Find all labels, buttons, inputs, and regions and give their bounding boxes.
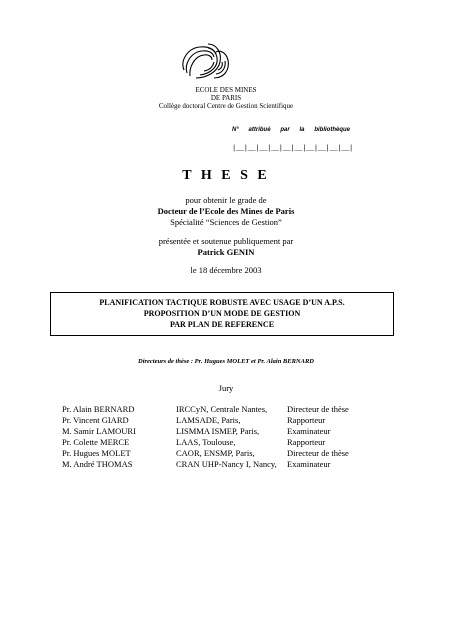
library-number-boxes: |__|__|__|__|__|__|__|__|__|__| <box>232 145 353 153</box>
jury-member-name: M. Samir LAMOURI <box>62 426 136 436</box>
thesis-directors: Directeurs de thèse : Pr. Hugues MOLET et Pr. Alain BERNARD <box>138 358 314 365</box>
jury-member-affiliation: LISMMA ISMEP, Paris, <box>176 426 260 436</box>
thesis-title-box <box>50 292 394 336</box>
jury-member-affiliation: LAAS, Toulouse, <box>176 437 236 447</box>
jury-member-role: Rapporteur <box>287 415 326 425</box>
jury-member-affiliation: CRAN UHP-Nancy I, Nancy, <box>176 459 277 469</box>
degree-intro: pour obtenir le grade de <box>185 195 267 205</box>
jury-member-role: Examinateur <box>287 426 331 436</box>
title-line2: PROPOSITION D’UN MODE DE GESTION <box>143 309 301 318</box>
jury-member-name: Pr. Hugues MOLET <box>62 448 131 458</box>
defense-date: le 18 décembre 2003 <box>190 265 262 275</box>
jury-member-affiliation: CAOR, ENSMP, Paris, <box>176 448 255 458</box>
presented-by: présentée et soutenue publiquement par <box>158 236 294 246</box>
title-line3: PAR PLAN DE REFERENCE <box>169 320 275 329</box>
jury-member-affiliation: IRCCyN, Centrale Nantes, <box>176 404 268 414</box>
jury-member-role: Rapporteur <box>287 437 326 447</box>
school-name-line2: DE PARIS <box>210 94 242 102</box>
jury-member-affiliation: LAMSADE, Paris, <box>176 415 241 425</box>
jury-heading: Jury <box>218 383 234 393</box>
school-logo <box>178 40 232 84</box>
jury-member-name: Pr. Alain BERNARD <box>62 404 135 414</box>
jury-member-role: Directeur de thèse <box>287 448 349 458</box>
library-number-label: N° attribué par la bibliothèque <box>232 127 350 133</box>
school-name-line1: ECOLE DES MINES <box>195 86 257 94</box>
author-name: Patrick GENIN <box>197 247 255 257</box>
thesis-title: T H E S E <box>182 168 270 183</box>
jury-member-role: Directeur de thèse <box>287 404 349 414</box>
jury-member-name: Pr. Colette MERCE <box>62 437 130 447</box>
specialty: Spécialité “Sciences de Gestion” <box>170 217 282 227</box>
title-line1: PLANIFICATION TACTIQUE ROBUSTE AVEC USAGE D’UN A.P.S. <box>99 298 345 307</box>
degree-name: Docteur de l’Ecole des Mines de Paris <box>157 206 295 216</box>
jury-member-role: Examinateur <box>287 459 331 469</box>
school-name-line3: Collège doctoral Centre de Gestion Scientifique <box>158 102 294 110</box>
jury-member-name: M. André THOMAS <box>62 459 133 469</box>
jury-member-name: Pr. Vincent GIARD <box>62 415 129 425</box>
